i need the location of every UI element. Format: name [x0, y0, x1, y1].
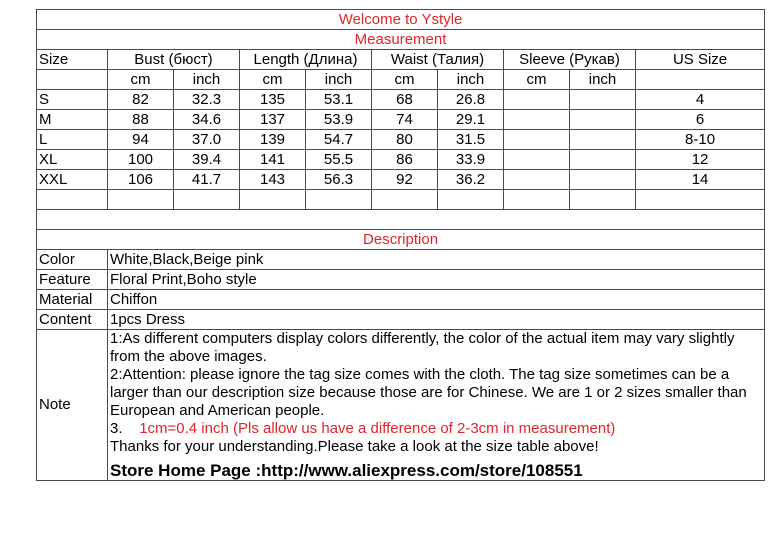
measurement-heading: Measurement [37, 30, 765, 50]
header-length: Length (Длина) [240, 50, 372, 70]
note-content [108, 330, 765, 481]
header-size: Size [37, 50, 108, 70]
description-row-color [37, 250, 765, 270]
length-cm-cell: 141 [240, 150, 306, 170]
unit-length-inch: inch [306, 70, 372, 90]
note-label: Note [37, 330, 108, 481]
table-row [37, 90, 765, 110]
table-row [37, 150, 765, 170]
length-cm-cell: 139 [240, 130, 306, 150]
note-row [37, 330, 765, 481]
bust-inch-cell: 39.4 [174, 150, 240, 170]
length-inch-cell: 53.9 [306, 110, 372, 130]
us-size-cell: 12 [636, 150, 765, 170]
units-row [37, 70, 765, 90]
size-cell: L [37, 130, 108, 150]
description-heading: Description [37, 230, 765, 250]
waist-inch-cell: 29.1 [438, 110, 504, 130]
unit-bust-inch: inch [174, 70, 240, 90]
description-label: Feature [37, 270, 108, 290]
note-line-4: Thanks for your understanding.Please take a look at the size table above! [110, 438, 599, 455]
length-inch-cell: 55.5 [306, 150, 372, 170]
unit-bust-cm: cm [108, 70, 174, 90]
waist-cm-cell: 74 [372, 110, 438, 130]
waist-inch-cell: 33.9 [438, 150, 504, 170]
store-link: Store Home Page :http://www.aliexpress.com/store/108551 [110, 461, 583, 480]
size-cell: XXL [37, 170, 108, 190]
waist-inch-cell: 26.8 [438, 90, 504, 110]
description-value: Chiffon [108, 290, 765, 310]
us-size-cell: 4 [636, 90, 765, 110]
length-inch-cell: 56.3 [306, 170, 372, 190]
page-title: Welcome to Ystyle [37, 10, 765, 30]
us-size-cell: 14 [636, 170, 765, 190]
size-cell: M [37, 110, 108, 130]
length-cm-cell: 143 [240, 170, 306, 190]
description-label: Color [37, 250, 108, 270]
waist-cm-cell: 86 [372, 150, 438, 170]
note-line-2: 2:Attention: please ignore the tag size comes with the cloth. The tag size sometimes can be a larger than our description size because those are for Chinese. We are 1 or 2 sizes smaller than European and American people. [110, 366, 747, 419]
empty-row [37, 190, 765, 210]
description-value: Floral Print,Boho style [108, 270, 765, 290]
us-size-cell: 6 [636, 110, 765, 130]
waist-inch-cell: 31.5 [438, 130, 504, 150]
waist-cm-cell: 92 [372, 170, 438, 190]
note-line-1: 1:As different computers display colors differently, the color of the actual item may vary slightly from the above images. [110, 330, 735, 365]
description-label: Content [37, 310, 108, 330]
description-value: 1pcs Dress [108, 310, 765, 330]
bust-inch-cell: 34.6 [174, 110, 240, 130]
description-row-material [37, 290, 765, 310]
length-cm-cell: 135 [240, 90, 306, 110]
length-cm-cell: 137 [240, 110, 306, 130]
table-row [37, 130, 765, 150]
bust-inch-cell: 37.0 [174, 130, 240, 150]
unit-length-cm: cm [240, 70, 306, 90]
us-size-cell: 8-10 [636, 130, 765, 150]
size-chart-table [36, 9, 765, 481]
note-line-3-text: 1cm=0.4 inch (Pls allow us have a difference of 2-3cm in measurement) [139, 420, 616, 437]
bust-cm-cell: 82 [108, 90, 174, 110]
bust-cm-cell: 106 [108, 170, 174, 190]
length-inch-cell: 53.1 [306, 90, 372, 110]
description-row-content [37, 310, 765, 330]
header-row [37, 50, 765, 70]
description-row-feature [37, 270, 765, 290]
unit-waist-inch: inch [438, 70, 504, 90]
unit-sleeve-cm: cm [504, 70, 570, 90]
header-sleeve: Sleeve (Рукав) [504, 50, 636, 70]
note-line-3 [110, 420, 762, 438]
spacer-row [37, 210, 765, 230]
unit-sleeve-inch: inch [570, 70, 636, 90]
unit-waist-cm: cm [372, 70, 438, 90]
table-row [37, 170, 765, 190]
bust-cm-cell: 100 [108, 150, 174, 170]
length-inch-cell: 54.7 [306, 130, 372, 150]
note-line-3-number: 3. [110, 420, 123, 437]
bust-cm-cell: 94 [108, 130, 174, 150]
table-row [37, 110, 765, 130]
header-bust: Bust (бюст) [108, 50, 240, 70]
bust-cm-cell: 88 [108, 110, 174, 130]
size-cell: S [37, 90, 108, 110]
waist-cm-cell: 80 [372, 130, 438, 150]
description-value: White,Black,Beige pink [108, 250, 765, 270]
bust-inch-cell: 32.3 [174, 90, 240, 110]
waist-cm-cell: 68 [372, 90, 438, 110]
header-waist: Waist (Талия) [372, 50, 504, 70]
bust-inch-cell: 41.7 [174, 170, 240, 190]
description-label: Material [37, 290, 108, 310]
waist-inch-cell: 36.2 [438, 170, 504, 190]
header-us-size: US Size [636, 50, 765, 70]
size-cell: XL [37, 150, 108, 170]
